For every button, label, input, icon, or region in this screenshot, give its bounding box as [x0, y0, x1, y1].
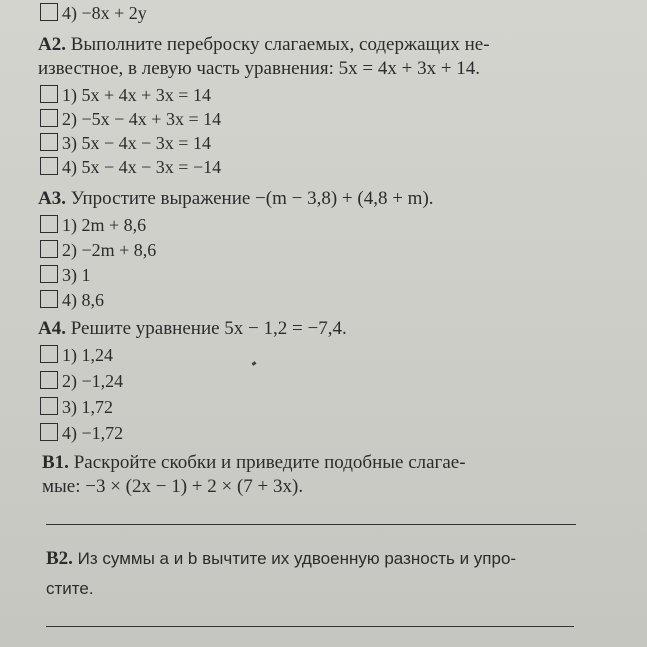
answer-checkbox[interactable] — [40, 371, 58, 389]
answer-checkbox[interactable] — [40, 265, 58, 283]
answer-checkbox[interactable] — [40, 290, 58, 308]
b2-answer-line[interactable] — [46, 626, 574, 627]
pencil-mark — [252, 361, 257, 366]
a2-option-4: 4) 5x − 4x − 3x = −14 — [40, 156, 221, 178]
a4-question: A4. Решите уравнение 5x − 1,2 = −7,4. — [38, 318, 347, 339]
a4-option-3: 3) 1,72 — [40, 396, 113, 418]
answer-checkbox[interactable] — [40, 240, 58, 258]
a4-option-1: 1) 1,24 — [40, 344, 113, 366]
a3-question: A3. Упростите выражение −(m − 3,8) + (4,8 + m). — [38, 188, 434, 209]
answer-checkbox[interactable] — [40, 109, 58, 127]
a3-option-1: 1) 2m + 8,6 — [40, 214, 146, 236]
b2-question-line-2: стите. — [46, 579, 94, 598]
answer-checkbox[interactable] — [40, 345, 58, 363]
a3-option-4: 4) 8,6 — [40, 289, 104, 311]
answer-checkbox[interactable] — [40, 3, 58, 21]
a4-option-4: 4) −1,72 — [40, 422, 123, 444]
b2-number: B2. — [46, 548, 73, 569]
a4-option-2: 2) −1,24 — [40, 370, 123, 392]
b1-question-line-1: B1. Раскройте скобки и приведите подобные слагае- — [42, 452, 466, 473]
answer-checkbox[interactable] — [40, 423, 58, 441]
b2-question-line-1: B2. Из суммы a и b вычтите их удвоенную разность и упро- — [46, 548, 517, 569]
b1-question-line-2: мые: −3 × (2x − 1) + 2 × (7 + 3x). — [42, 476, 304, 497]
a3-option-2: 2) −2m + 8,6 — [40, 239, 156, 261]
b1-answer-line[interactable] — [46, 524, 576, 525]
answer-checkbox[interactable] — [40, 215, 58, 233]
a1-option-4: 4) −8x + 2y — [40, 2, 147, 24]
answer-checkbox[interactable] — [40, 157, 58, 175]
a2-question-line-1: A2. Выполните переброску слагаемых, содержащих не- — [38, 34, 490, 55]
a3-number: A3. — [38, 188, 66, 209]
a2-option-1: 1) 5x + 4x + 3x = 14 — [40, 84, 211, 106]
answer-checkbox[interactable] — [40, 133, 58, 151]
a2-number: A2. — [38, 34, 66, 55]
answer-checkbox[interactable] — [40, 85, 58, 103]
a2-option-3: 3) 5x − 4x − 3x = 14 — [40, 132, 211, 154]
a4-number: A4. — [38, 318, 66, 339]
a2-option-2: 2) −5x − 4x + 3x = 14 — [40, 108, 221, 130]
b1-number: B1. — [42, 452, 69, 473]
a3-option-3: 3) 1 — [40, 264, 91, 286]
answer-checkbox[interactable] — [40, 397, 58, 415]
a2-question-line-2: известное, в левую часть уравнения: 5x = 4x + 3x + 14. — [38, 58, 481, 79]
